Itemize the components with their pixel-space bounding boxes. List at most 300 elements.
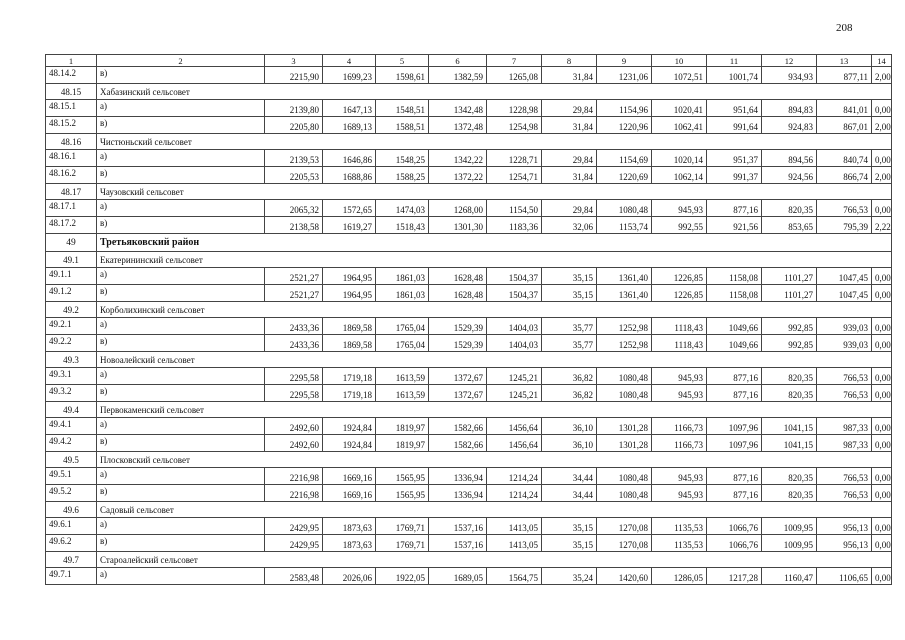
district-row (46, 234, 892, 252)
value-cell: 1819,97 (376, 435, 429, 452)
value-cell: 1588,51 (376, 117, 429, 134)
value-cell: 1270,08 (597, 535, 652, 552)
value-cell: 31,84 (542, 167, 597, 184)
row-code: 49.4 (46, 402, 97, 418)
row-code: 49.1.1 (46, 268, 97, 285)
value-cell: 1106,65 (817, 568, 872, 585)
column-number-cell: 14 (872, 55, 892, 67)
value-cell: 1342,48 (429, 100, 487, 117)
value-cell: 0,00 (872, 200, 892, 217)
row-subitem-label: в) (97, 217, 265, 234)
value-cell: 1062,41 (652, 117, 707, 134)
value-cell: 1518,43 (376, 217, 429, 234)
value-cell: 987,33 (817, 418, 872, 435)
district-name: Третьяковский район (97, 234, 892, 252)
value-cell: 1154,69 (597, 150, 652, 167)
value-cell: 1647,13 (323, 100, 376, 117)
value-cell: 1420,60 (597, 568, 652, 585)
row-subitem-label: в) (97, 535, 265, 552)
value-cell: 0,00 (872, 335, 892, 352)
value-cell: 795,39 (817, 217, 872, 234)
value-cell: 766,53 (817, 385, 872, 402)
value-cell: 2026,06 (323, 568, 376, 585)
value-cell: 1066,76 (707, 518, 762, 535)
value-cell: 766,53 (817, 368, 872, 385)
value-cell: 1245,21 (487, 368, 542, 385)
row-subitem-label: в) (97, 385, 265, 402)
value-cell: 2295,58 (265, 368, 323, 385)
value-cell: 0,00 (872, 285, 892, 302)
value-cell: 945,93 (652, 485, 707, 502)
value-cell: 1628,48 (429, 285, 487, 302)
value-cell: 1765,04 (376, 335, 429, 352)
value-cell: 2065,32 (265, 200, 323, 217)
value-cell: 36,82 (542, 368, 597, 385)
council-row (46, 134, 892, 150)
row-code: 49.2.2 (46, 335, 97, 352)
value-cell: 2583,48 (265, 568, 323, 585)
table-row (46, 535, 892, 552)
value-cell: 1588,25 (376, 167, 429, 184)
council-name: Чаузовский сельсовет (97, 184, 892, 200)
value-cell: 1548,51 (376, 100, 429, 117)
value-cell: 945,93 (652, 368, 707, 385)
value-cell: 2492,60 (265, 435, 323, 452)
value-cell: 2433,36 (265, 318, 323, 335)
value-cell: 1688,86 (323, 167, 376, 184)
value-cell: 867,01 (817, 117, 872, 134)
council-row (46, 402, 892, 418)
table-row (46, 167, 892, 184)
council-row (46, 502, 892, 518)
value-cell: 956,13 (817, 535, 872, 552)
value-cell: 1689,05 (429, 568, 487, 585)
value-cell: 0,00 (872, 535, 892, 552)
row-code: 49.6.2 (46, 535, 97, 552)
row-code: 48.15.1 (46, 100, 97, 117)
value-cell: 1404,03 (487, 335, 542, 352)
value-cell: 29,84 (542, 200, 597, 217)
value-cell: 1268,00 (429, 200, 487, 217)
value-cell: 877,16 (707, 200, 762, 217)
value-cell: 0,00 (872, 268, 892, 285)
value-cell: 31,84 (542, 67, 597, 84)
row-subitem-label: а) (97, 418, 265, 435)
value-cell: 2433,36 (265, 335, 323, 352)
column-number-cell: 12 (762, 55, 817, 67)
value-cell: 1537,16 (429, 535, 487, 552)
value-cell: 820,35 (762, 468, 817, 485)
value-cell: 992,85 (762, 335, 817, 352)
value-cell: 956,13 (817, 518, 872, 535)
value-cell: 29,84 (542, 150, 597, 167)
value-cell: 1336,94 (429, 485, 487, 502)
table-row (46, 468, 892, 485)
value-cell: 1861,03 (376, 268, 429, 285)
value-cell: 1097,96 (707, 418, 762, 435)
value-cell: 1413,05 (487, 535, 542, 552)
value-cell: 35,15 (542, 268, 597, 285)
value-cell: 1231,06 (597, 67, 652, 84)
value-cell: 877,16 (707, 485, 762, 502)
value-cell: 1001,74 (707, 67, 762, 84)
council-name: Корболихинский сельсовет (97, 302, 892, 318)
value-cell: 1009,95 (762, 518, 817, 535)
value-cell: 36,10 (542, 418, 597, 435)
value-cell: 939,03 (817, 318, 872, 335)
value-cell: 1214,24 (487, 468, 542, 485)
value-cell: 1765,04 (376, 318, 429, 335)
value-cell: 951,64 (707, 100, 762, 117)
row-subitem-label: в) (97, 117, 265, 134)
row-code: 49.2.1 (46, 318, 97, 335)
table-row (46, 268, 892, 285)
value-cell: 1020,14 (652, 150, 707, 167)
value-cell: 1160,47 (762, 568, 817, 585)
row-code: 49.6 (46, 502, 97, 518)
value-cell: 1009,95 (762, 535, 817, 552)
value-cell: 1336,94 (429, 468, 487, 485)
value-cell: 2521,27 (265, 268, 323, 285)
value-cell: 1869,58 (323, 318, 376, 335)
row-code: 49.3 (46, 352, 97, 368)
column-number-cell: 10 (652, 55, 707, 67)
value-cell: 1873,63 (323, 518, 376, 535)
value-cell: 1372,67 (429, 368, 487, 385)
value-cell: 820,35 (762, 485, 817, 502)
table-row (46, 385, 892, 402)
value-cell: 34,44 (542, 468, 597, 485)
value-cell: 1166,73 (652, 435, 707, 452)
value-cell: 894,56 (762, 150, 817, 167)
value-cell: 35,24 (542, 568, 597, 585)
value-cell: 1118,43 (652, 318, 707, 335)
value-cell: 1924,84 (323, 418, 376, 435)
value-cell: 31,84 (542, 117, 597, 134)
value-cell: 1869,58 (323, 335, 376, 352)
row-subitem-label: а) (97, 150, 265, 167)
table-row (46, 568, 892, 585)
value-cell: 2,00 (872, 117, 892, 134)
value-cell: 1456,64 (487, 418, 542, 435)
council-row (46, 352, 892, 368)
column-number-row (46, 55, 892, 67)
table-row (46, 335, 892, 352)
value-cell: 992,55 (652, 217, 707, 234)
value-cell: 1669,16 (323, 468, 376, 485)
value-cell: 2429,95 (265, 535, 323, 552)
table-row (46, 67, 892, 84)
value-cell: 1080,48 (597, 468, 652, 485)
value-cell: 1613,59 (376, 368, 429, 385)
value-cell: 1154,96 (597, 100, 652, 117)
row-code: 49.4.1 (46, 418, 97, 435)
row-code: 49.3.1 (46, 368, 97, 385)
row-code: 48.15.2 (46, 117, 97, 134)
row-subitem-label: в) (97, 285, 265, 302)
column-number-cell: 2 (97, 55, 265, 67)
value-cell: 1080,48 (597, 385, 652, 402)
value-cell: 36,10 (542, 435, 597, 452)
value-cell: 820,35 (762, 200, 817, 217)
column-number-cell: 3 (265, 55, 323, 67)
value-cell: 1047,45 (817, 268, 872, 285)
value-cell: 2492,60 (265, 418, 323, 435)
row-subitem-label: а) (97, 368, 265, 385)
table-row (46, 100, 892, 117)
value-cell: 1598,61 (376, 67, 429, 84)
row-code: 48.14.2 (46, 67, 97, 84)
value-cell: 2,00 (872, 167, 892, 184)
row-code: 49.1.2 (46, 285, 97, 302)
value-cell: 2138,58 (265, 217, 323, 234)
table-row (46, 117, 892, 134)
value-cell: 29,84 (542, 100, 597, 117)
row-code: 49.1 (46, 252, 97, 268)
column-number-cell: 1 (46, 55, 97, 67)
council-row (46, 252, 892, 268)
row-code: 48.17.1 (46, 200, 97, 217)
value-cell: 1404,03 (487, 318, 542, 335)
value-cell: 1101,27 (762, 268, 817, 285)
value-cell: 1873,63 (323, 535, 376, 552)
column-number-cell: 13 (817, 55, 872, 67)
value-cell: 894,83 (762, 100, 817, 117)
value-cell: 0,00 (872, 318, 892, 335)
value-cell: 1101,27 (762, 285, 817, 302)
value-cell: 1719,18 (323, 385, 376, 402)
row-subitem-label: в) (97, 67, 265, 84)
value-cell: 1719,18 (323, 368, 376, 385)
value-cell: 1537,16 (429, 518, 487, 535)
value-cell: 2216,98 (265, 485, 323, 502)
value-cell: 1669,16 (323, 485, 376, 502)
council-row (46, 302, 892, 318)
value-cell: 1529,39 (429, 318, 487, 335)
value-cell: 1080,48 (597, 200, 652, 217)
value-cell: 1342,22 (429, 150, 487, 167)
tariff-table (45, 54, 892, 585)
column-number-cell: 4 (323, 55, 376, 67)
value-cell: 35,15 (542, 285, 597, 302)
value-cell: 1301,30 (429, 217, 487, 234)
value-cell: 924,56 (762, 167, 817, 184)
value-cell: 2216,98 (265, 468, 323, 485)
value-cell: 1769,71 (376, 535, 429, 552)
value-cell: 1565,95 (376, 485, 429, 502)
value-cell: 0,00 (872, 150, 892, 167)
value-cell: 820,35 (762, 385, 817, 402)
value-cell: 0,00 (872, 435, 892, 452)
value-cell: 0,00 (872, 368, 892, 385)
value-cell: 0,00 (872, 418, 892, 435)
value-cell: 1564,75 (487, 568, 542, 585)
value-cell: 924,83 (762, 117, 817, 134)
row-code: 49.7 (46, 552, 97, 568)
council-name: Первокаменский сельсовет (97, 402, 892, 418)
column-number-cell: 9 (597, 55, 652, 67)
column-number-cell: 7 (487, 55, 542, 67)
value-cell: 2139,53 (265, 150, 323, 167)
council-row (46, 184, 892, 200)
value-cell: 1049,66 (707, 318, 762, 335)
row-code: 49.6.1 (46, 518, 97, 535)
value-cell: 1504,37 (487, 268, 542, 285)
value-cell: 1548,25 (376, 150, 429, 167)
value-cell: 992,85 (762, 318, 817, 335)
value-cell: 1020,41 (652, 100, 707, 117)
row-subitem-label: а) (97, 318, 265, 335)
value-cell: 1286,05 (652, 568, 707, 585)
table-row (46, 368, 892, 385)
value-cell: 1474,03 (376, 200, 429, 217)
value-cell: 2139,80 (265, 100, 323, 117)
value-cell: 1154,50 (487, 200, 542, 217)
table-row (46, 217, 892, 234)
table-row (46, 200, 892, 217)
value-cell: 945,93 (652, 200, 707, 217)
row-subitem-label: в) (97, 435, 265, 452)
value-cell: 991,64 (707, 117, 762, 134)
value-cell: 1582,66 (429, 418, 487, 435)
row-code: 49.4.2 (46, 435, 97, 452)
value-cell: 1252,98 (597, 318, 652, 335)
council-row (46, 452, 892, 468)
row-code: 49.5.1 (46, 468, 97, 485)
value-cell: 35,15 (542, 535, 597, 552)
value-cell: 1572,65 (323, 200, 376, 217)
row-code: 48.17 (46, 184, 97, 200)
value-cell: 32,06 (542, 217, 597, 234)
value-cell: 1097,96 (707, 435, 762, 452)
value-cell: 0,00 (872, 468, 892, 485)
value-cell: 1118,43 (652, 335, 707, 352)
value-cell: 2,22 (872, 217, 892, 234)
value-cell: 1183,36 (487, 217, 542, 234)
value-cell: 0,00 (872, 568, 892, 585)
value-cell: 945,93 (652, 385, 707, 402)
row-subitem-label: в) (97, 485, 265, 502)
value-cell: 945,93 (652, 468, 707, 485)
value-cell: 1628,48 (429, 268, 487, 285)
value-cell: 1361,40 (597, 268, 652, 285)
value-cell: 1158,08 (707, 285, 762, 302)
value-cell: 939,03 (817, 335, 872, 352)
value-cell: 877,11 (817, 67, 872, 84)
value-cell: 1504,37 (487, 285, 542, 302)
value-cell: 1252,98 (597, 335, 652, 352)
value-cell: 1372,22 (429, 167, 487, 184)
value-cell: 1301,28 (597, 435, 652, 452)
value-cell: 1361,40 (597, 285, 652, 302)
value-cell: 35,77 (542, 318, 597, 335)
value-cell: 766,53 (817, 200, 872, 217)
value-cell: 1254,71 (487, 167, 542, 184)
value-cell: 0,00 (872, 485, 892, 502)
value-cell: 1080,48 (597, 485, 652, 502)
row-code: 49.5 (46, 452, 97, 468)
value-cell: 1041,15 (762, 435, 817, 452)
value-cell: 1066,76 (707, 535, 762, 552)
value-cell: 1158,08 (707, 268, 762, 285)
value-cell: 0,00 (872, 100, 892, 117)
row-subitem-label: в) (97, 335, 265, 352)
value-cell: 1228,71 (487, 150, 542, 167)
value-cell: 1646,86 (323, 150, 376, 167)
value-cell: 766,53 (817, 485, 872, 502)
value-cell: 921,56 (707, 217, 762, 234)
council-row (46, 552, 892, 568)
value-cell: 1613,59 (376, 385, 429, 402)
value-cell: 1228,98 (487, 100, 542, 117)
row-subitem-label: в) (97, 167, 265, 184)
value-cell: 36,82 (542, 385, 597, 402)
table-row (46, 485, 892, 502)
value-cell: 2205,53 (265, 167, 323, 184)
value-cell: 987,33 (817, 435, 872, 452)
value-cell: 1413,05 (487, 518, 542, 535)
row-subitem-label: а) (97, 268, 265, 285)
value-cell: 820,35 (762, 368, 817, 385)
row-code: 49.7.1 (46, 568, 97, 585)
council-name: Новоалейский сельсовет (97, 352, 892, 368)
row-subitem-label: а) (97, 100, 265, 117)
value-cell: 1135,53 (652, 518, 707, 535)
value-cell: 1582,66 (429, 435, 487, 452)
council-name: Екатерининский сельсовет (97, 252, 892, 268)
row-code: 49 (46, 234, 97, 252)
table-row (46, 418, 892, 435)
row-subitem-label: а) (97, 518, 265, 535)
column-number-cell: 5 (376, 55, 429, 67)
table-row (46, 150, 892, 167)
value-cell: 1226,85 (652, 268, 707, 285)
row-code: 48.16.2 (46, 167, 97, 184)
value-cell: 1153,74 (597, 217, 652, 234)
value-cell: 1924,84 (323, 435, 376, 452)
value-cell: 2215,90 (265, 67, 323, 84)
value-cell: 1245,21 (487, 385, 542, 402)
council-name: Староалейский сельсовет (97, 552, 892, 568)
value-cell: 2205,80 (265, 117, 323, 134)
row-code: 49.2 (46, 302, 97, 318)
value-cell: 1689,13 (323, 117, 376, 134)
value-cell: 991,37 (707, 167, 762, 184)
value-cell: 1226,85 (652, 285, 707, 302)
value-cell: 1964,95 (323, 268, 376, 285)
council-name: Плосковский сельсовет (97, 452, 892, 468)
value-cell: 1699,23 (323, 67, 376, 84)
value-cell: 1220,96 (597, 117, 652, 134)
council-name: Садовый сельсовет (97, 502, 892, 518)
value-cell: 1769,71 (376, 518, 429, 535)
value-cell: 1382,59 (429, 67, 487, 84)
value-cell: 877,16 (707, 385, 762, 402)
value-cell: 934,93 (762, 67, 817, 84)
column-number-cell: 11 (707, 55, 762, 67)
value-cell: 1372,48 (429, 117, 487, 134)
value-cell: 1072,51 (652, 67, 707, 84)
value-cell: 1565,95 (376, 468, 429, 485)
table-row (46, 285, 892, 302)
value-cell: 1041,15 (762, 418, 817, 435)
value-cell: 1456,64 (487, 435, 542, 452)
value-cell: 766,53 (817, 468, 872, 485)
value-cell: 1049,66 (707, 335, 762, 352)
row-code: 49.5.2 (46, 485, 97, 502)
value-cell: 1080,48 (597, 368, 652, 385)
value-cell: 35,77 (542, 335, 597, 352)
